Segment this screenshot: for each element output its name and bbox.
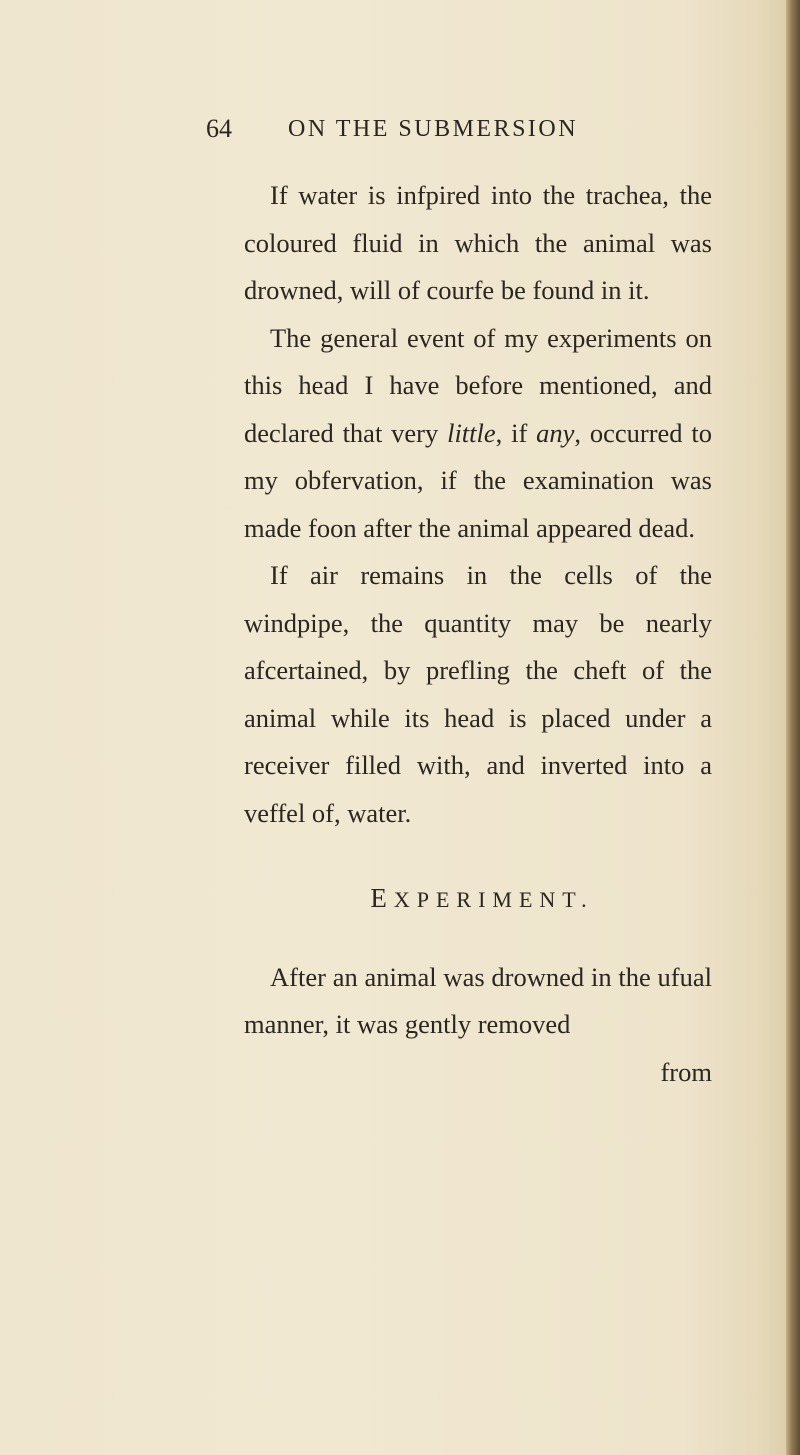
catchword: from bbox=[660, 1056, 712, 1087]
page-number: 64 bbox=[206, 114, 232, 143]
paragraph: If air remains in the cells of the windpipe, the quantity may be nearly afcertained, by prefling the cheft of the animal while its head is placed under a receiver filled with, and inverted into a veffel of, water. bbox=[244, 560, 712, 828]
paragraph bbox=[244, 315, 712, 553]
heading-rest: XPERIMENT. bbox=[393, 887, 594, 912]
italic-word: any bbox=[536, 417, 575, 448]
section-heading bbox=[244, 875, 712, 924]
paragraph-text: , occurred to my obfervation, if the examination was made foon after the animal appeared dead. bbox=[244, 417, 712, 543]
paragraph: After an animal was drowned in the ufual manner, it was gently removed bbox=[244, 961, 712, 1039]
running-head: ON THE SUBMERSION bbox=[288, 116, 579, 142]
italic-word: little bbox=[447, 417, 496, 448]
paragraph-text: The general event of my experiments on this head I have before mentioned, and declared that very bbox=[244, 322, 712, 448]
heading-initial: E bbox=[370, 883, 394, 913]
page-edge bbox=[786, 0, 800, 1455]
page-header bbox=[206, 114, 726, 154]
paragraph-text: , if bbox=[495, 417, 537, 448]
paragraph: If water is infpired into the trachea, the coloured fluid in which the animal was drowned, will of courfe be found in it. bbox=[244, 180, 712, 305]
body-text bbox=[244, 172, 712, 1096]
